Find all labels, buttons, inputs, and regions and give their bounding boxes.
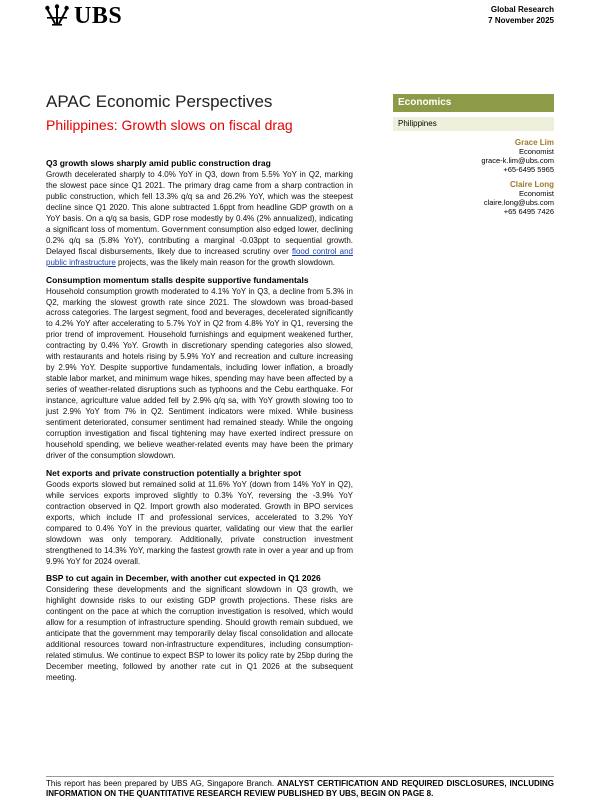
section-heading: Net exports and private construction potentially a brighter spot <box>46 467 302 478</box>
brand-name: UBS <box>74 3 123 29</box>
disclosure-footer <box>46 779 554 799</box>
footer-disclosure: ANALYST CERTIFICATION AND REQUIRED DISCLOSURES, INCLUDING INFORMATION ON THE QUANTITATIVE RESEARCH REVIEW PUBLISHED BY UBS, BEGIN ON PAGE 8. <box>46 779 554 798</box>
section-heading: Q3 growth slows sharply amid public construction drag <box>46 158 271 168</box>
author-card <box>393 180 554 216</box>
section-net-exports <box>46 468 353 568</box>
footer-divider <box>46 776 554 777</box>
section-q3-growth <box>46 158 353 269</box>
publication-date: 7 November 2025 <box>488 16 554 25</box>
country-tag: Philippines <box>393 117 554 131</box>
publication-series: Global Research <box>490 5 554 14</box>
section-paragraph: Considering these developments and the significant slowdown in Q3 growth, we highlight downside risks to our existing GDP growth projections. These risks are contingent on the pace at which the corruption investigation is resolved, which would allow for a resumption of infrastructure spending. Should growth remain subdued, we anticipate that the government may temporarily delay fiscal consolidation and allocate additional resources toward non-infrastructure expenditures, including consumption-related stimulus. We continue to expect BSP to lower its policy rate by 25bp during the December meeting, followed by another rate cut in Q1 2026 at the subsequent meeting. <box>46 585 353 683</box>
category-label: Economics <box>393 94 554 112</box>
author-email[interactable]: claire.long@ubs.com <box>483 198 554 207</box>
section-heading: BSP to cut again in December, with another cut expected in Q1 2026 <box>46 573 321 584</box>
flood-control-link[interactable]: flood control and public infrastructure <box>46 246 353 267</box>
report-subtitle: Philippines: Growth slows on fiscal drag <box>46 117 293 133</box>
section-paragraph: Household consumption growth moderated to 4.1% YoY in Q3, a decline from 5.3% in Q2, marking the slowest growth rate since 2021. The slowdown was broad-based across categories. The largest segment, food and beverages, decelerated significantly to 4.2% YoY after accelerating to 5.7% YoY in Q2 from 4.8% YoY in Q1, reversing the prior trend of improvement. Household furnishings and equipment weakened further, contracting by 0.4% YoY. Growth in discretionary spending categories also slowed, with restaurants and hotels rising by 5.9% YoY and recreation and culture increasing by 2.9% YoY. Despite supportive fundamentals, including lower inflation, a broadly stable labor market, and minimum wage hikes, spending may have been affected by a series of weather-related disruptions such as typhoons and the Cebu earthquake. For instance, agriculture value added fell by 2.9% q/q sa, with YoY growth slowing too to just 2.9% YoY from 7% in Q2. Sentiment indicators were mixed. While business sentiment deteriorated, consumer sentiment had remained steady. While the ongoing corruption investigation and fiscal tightening may have exerted indirect pressure on household spending, we believe weather-related events may have been the primary driver of the consumption slowdown. <box>46 286 353 460</box>
report-title: APAC Economic Perspectives <box>46 92 273 111</box>
author-phone: +65-6495 5965 <box>503 165 554 174</box>
section-heading: Consumption momentum stalls despite supportive fundamentals <box>46 274 309 285</box>
report-body <box>46 158 353 684</box>
author-name: Grace Lim <box>514 138 554 147</box>
section-paragraph: Goods exports slowed but remained solid at 11.6% YoY (down from 14% YoY in Q2), while services exports improved slightly to 0.3% YoY, reversing the -3.9% YoY contraction observed in Q2. Import growth also moderated. Growth in BPO services exports, which include IT and professional services, accelerated to 3.2% YoY compared to 0.4% YoY in the previous quarter, validating our view that the earlier slowdown was only temporary. Additionally, private construction investment strengthened to 14.3% YoY, marking the fastest growth rate in over a year and up from 9.9% YoY for 2024 overall. <box>46 479 353 566</box>
report-header-info <box>488 4 554 26</box>
paragraph-text: Growth decelerated sharply to 4.0% YoY in Q3, down from 5.5% YoY in Q2, marking the slowest pace since Q1 2021. The primary drag came from a sharp contraction in public construction, which fell 13.3% q/q sa and 26.2% YoY, which was the steepest decline since Q1 2020. This alone subtracted 1.6ppt from headline GDP growth on a YoY basis. On a q/q sa basis, GDP rose modestly by 0.4% (2% annualized), indicating a significant loss of momentum. Government consumption also edged lower, declining 0.2% q/q sa (5.8% YoY), contributing a marginal -0.03ppt to sequential growth. Delayed fiscal disbursements, likely due to increased scrutiny over <box>46 170 353 256</box>
section-paragraph <box>46 170 353 269</box>
author-role: Economist <box>518 147 554 156</box>
author-phone: +65 6495 7426 <box>503 207 554 216</box>
section-bsp-outlook <box>46 573 353 684</box>
sidebar <box>393 94 554 216</box>
author-card <box>393 138 554 174</box>
author-name: Claire Long <box>509 180 554 189</box>
paragraph-text: projects, was the likely main reason for the growth slowdown. <box>115 257 336 267</box>
ubs-logo <box>44 4 122 28</box>
author-role: Economist <box>518 189 554 198</box>
section-consumption <box>46 275 353 462</box>
footer-text: This report has been prepared by UBS AG, Singapore Branch. <box>46 779 278 788</box>
ubs-keys-icon <box>44 4 70 28</box>
author-email[interactable]: grace-k.lim@ubs.com <box>481 156 554 165</box>
